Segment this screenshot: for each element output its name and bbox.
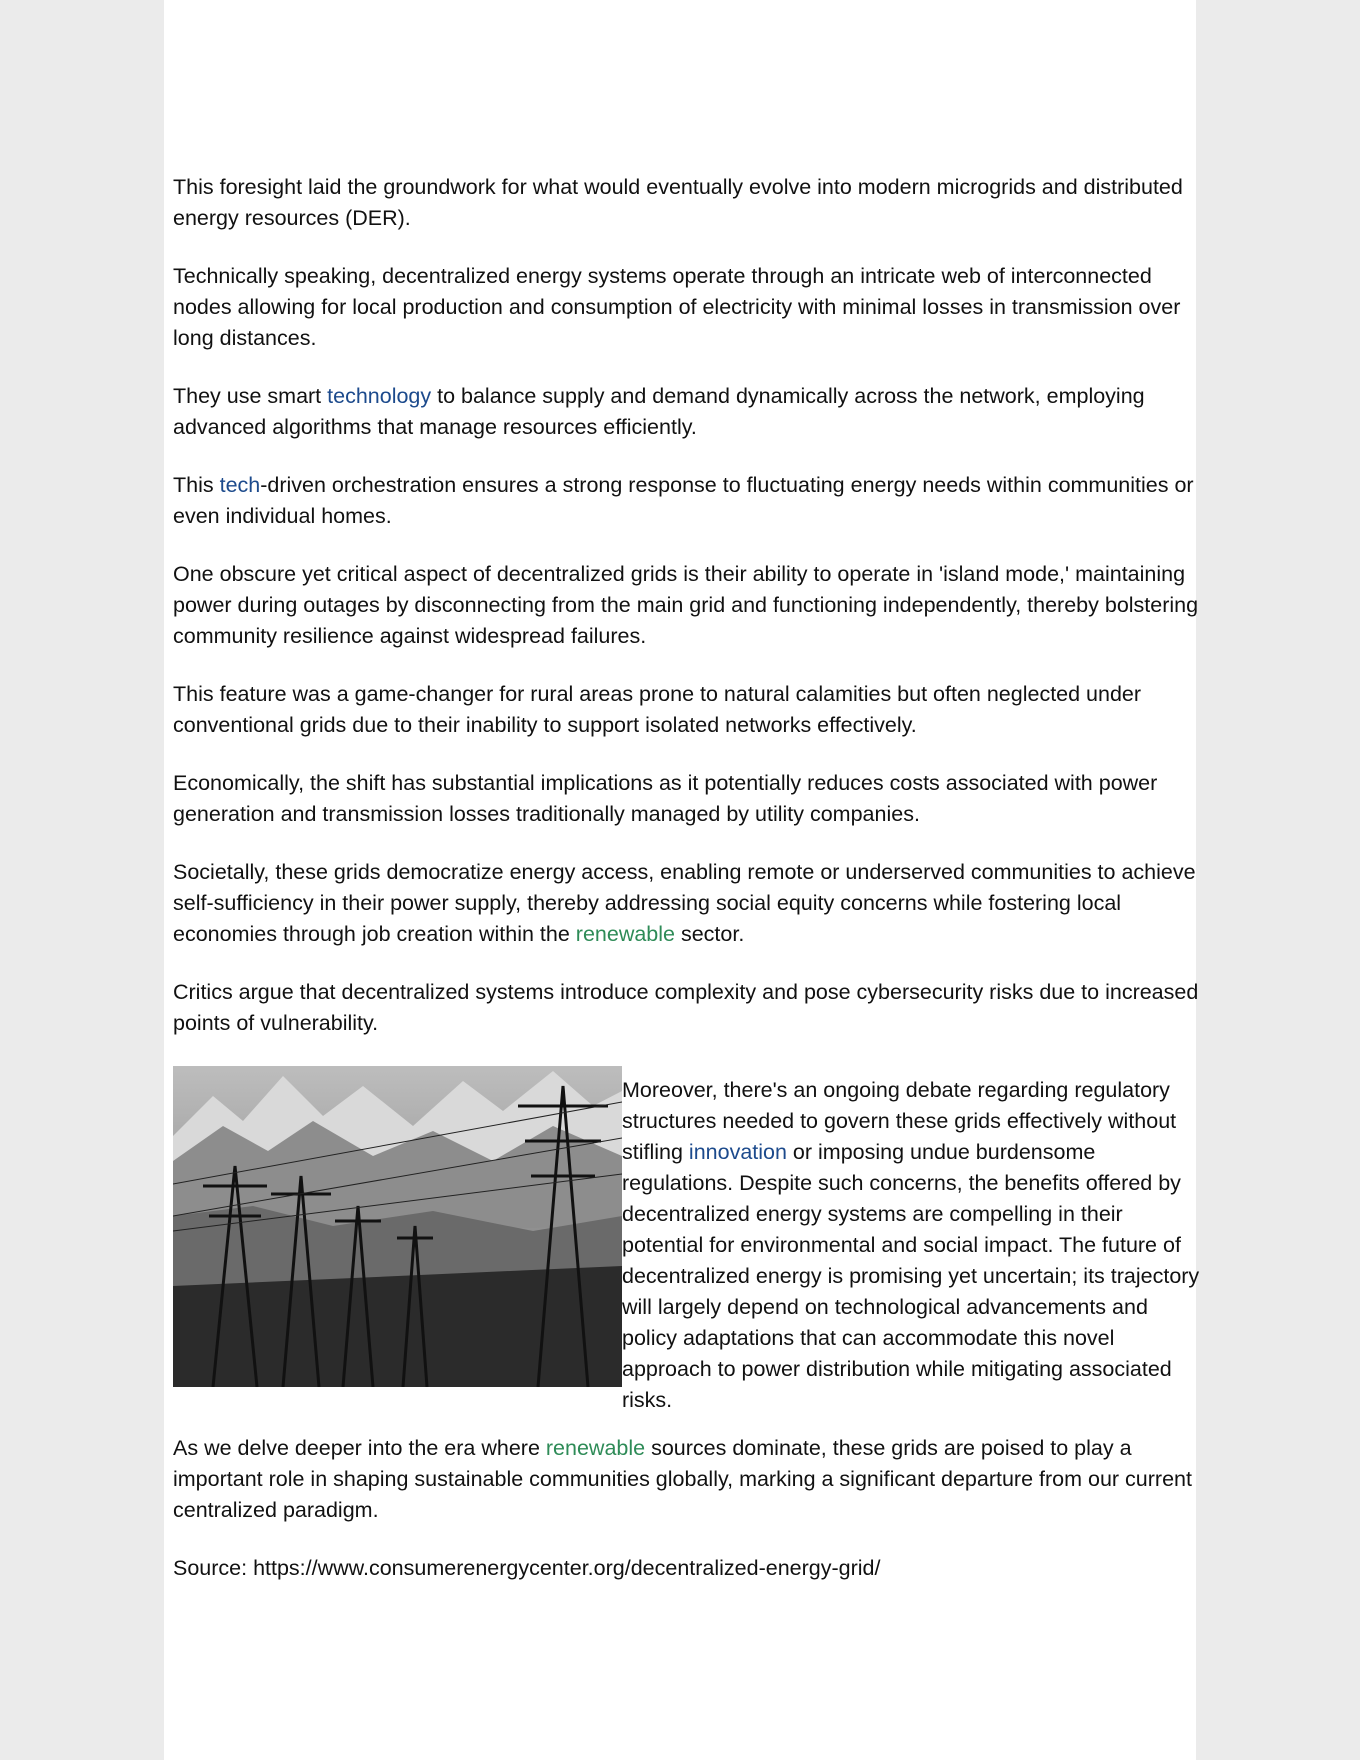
paragraph: They use smart technology to balance supply and demand dynamically across the network, employing advanced algorithms that manage resources efficiently.	[173, 384, 1145, 439]
renewable-link[interactable]: renewable	[545, 1436, 646, 1460]
paragraph: This tech-driven orchestration ensures a strong response to fluctuating energy needs within communities or even individual homes.	[173, 473, 1194, 528]
technology-link[interactable]: technology	[327, 384, 432, 408]
power-lines-photo	[173, 1066, 622, 1387]
image-with-text	[173, 1066, 1205, 1412]
source-line: Source: https://www.consumerenergycenter.org/decentralized-energy-grid/	[173, 1556, 881, 1580]
paragraph: Societally, these grids democratize energy access, enabling remote or underserved communities to achieve self-sufficiency in their power supply, thereby addressing social equity concerns while fostering local economies through job creation within the renewable sector.	[173, 860, 1196, 946]
paragraph: One obscure yet critical aspect of decentralized grids is their ability to operate in 'island mode,' maintaining power during outages by disconnecting from the main grid and functioning independently, thereby bolstering community resilience against widespread failures.	[173, 562, 1199, 648]
document-page	[164, 0, 1200, 1760]
renewable-link[interactable]: renewable	[575, 922, 675, 946]
paragraph: Economically, the shift has substantial implications as it potentially reduces costs associated with power generation and transmission losses traditionally managed by utility companies.	[173, 771, 1158, 826]
paragraph: Moreover, there's an ongoing debate regarding regulatory structures needed to govern these grids effectively without stifling innovation or imposing undue burdensome regulations. Despite such concerns, the benefits offered by decentralized energy systems are compelling in their potential for environmental and social impact. The future of decentralized energy is promising yet uncertain; its trajectory will largely depend on technological advancements and policy adaptations that can accommodate this novel approach to power distribution while mitigating associated risks.	[622, 1078, 1200, 1412]
innovation-link[interactable]: innovation	[688, 1140, 787, 1164]
tech-link[interactable]: tech	[219, 473, 261, 497]
paragraph: This feature was a game-changer for rural areas prone to natural calamities but often neglected under conventional grids due to their inability to support isolated networks effectively.	[173, 682, 1142, 737]
article-body	[173, 172, 1205, 1611]
paragraph: Technically speaking, decentralized energy systems operate through an intricate web of interconnected nodes allowing for local production and consumption of electricity with minimal losses in transmission over long distances.	[173, 264, 1181, 350]
paragraph: This foresight laid the groundwork for what would eventually evolve into modern microgrids and distributed energy resources (DER).	[173, 175, 1183, 230]
paragraph: Critics argue that decentralized systems introduce complexity and pose cybersecurity risks due to increased points of vulnerability.	[173, 980, 1199, 1035]
paragraph: As we delve deeper into the era where renewable sources dominate, these grids are poised to play a important role in shaping sustainable communities globally, marking a significant departure from our current centralized paradigm.	[173, 1436, 1192, 1522]
